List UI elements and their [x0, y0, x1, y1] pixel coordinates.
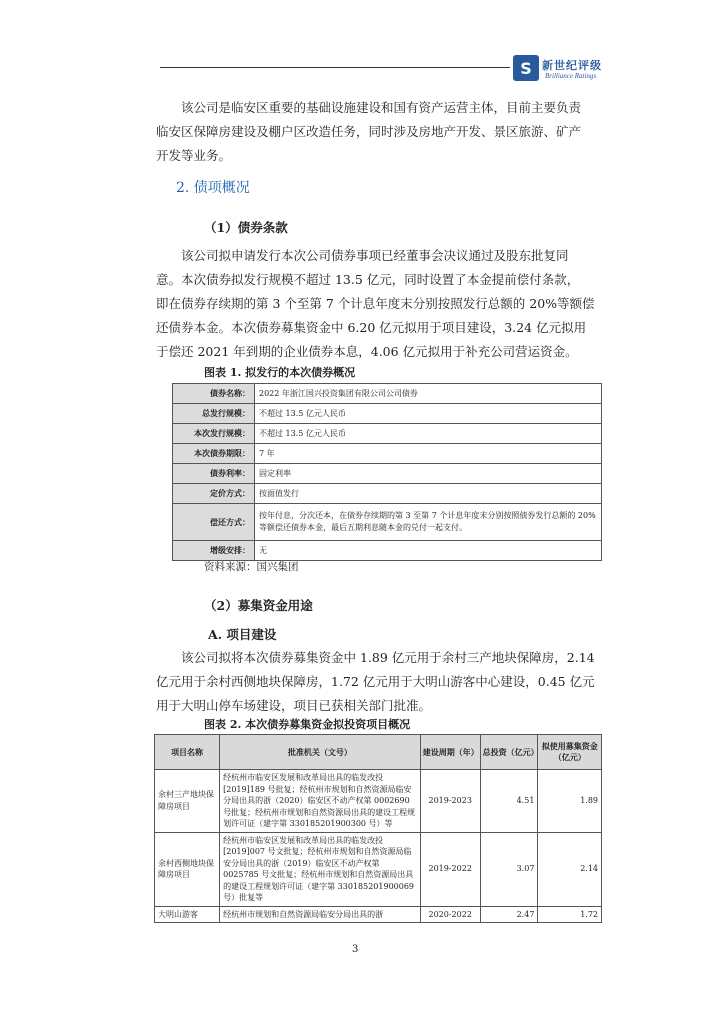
project-name: 余村西侧地块保障房项目	[155, 832, 220, 906]
brand-logo-icon: S	[513, 55, 539, 81]
text-line: 还债券本金。本次债券募集资金中 6.20 亿元拟用于项目建设，3.24 亿元拟用	[156, 320, 587, 335]
approval-docs: 经杭州市临安区发展和改革局出具的临发改投[2019]189 号批复；经杭州市规划和自然资源局临安分局出具的浙（2020）临安区不动产权第 0002690 号批复；经杭州市规划和自然资源局出具的建设工程规划许可证（建字第 330185201900300 号）等	[220, 770, 421, 833]
build-period: 2019-2022	[420, 832, 480, 906]
total-investment: 4.51	[480, 770, 538, 833]
table2-caption: 图表 2. 本次债券募集资金拟投资项目概况	[204, 718, 411, 731]
text-line: 该公司拟申请发行本次公司债券事项已经董事会决议通过及股东批复同	[181, 248, 569, 263]
header-rule	[160, 67, 510, 68]
table1-source: 资料来源：国兴集团	[204, 561, 299, 573]
table-row	[173, 444, 602, 464]
table-row	[173, 424, 602, 444]
subsection-heading: （2）募集资金用途	[204, 598, 313, 613]
total-investment: 2.47	[480, 906, 538, 923]
brand-name-cn: 新世纪评级	[542, 59, 602, 72]
row-key: 定价方式：	[173, 484, 255, 504]
total-investment: 3.07	[480, 832, 538, 906]
project-table	[154, 734, 602, 923]
row-value: 7 年	[255, 444, 602, 464]
funds-used: 1.89	[538, 770, 602, 833]
text-line: 该公司拟将本次债券募集资金中 1.89 亿元用于余村三产地块保障房，2.14	[181, 650, 595, 665]
project-name: 余村三产地块保障房项目	[155, 770, 220, 833]
row-key: 增级安排：	[173, 541, 255, 561]
row-value: 按年付息，分次还本，在债券存续期的第 3 至第 7 个计息年度末分别按照债券发行总额的 20%等额偿还债券本金，最后五期利息随本金的兑付一起支付。	[255, 504, 602, 541]
page-number: 3	[352, 944, 359, 955]
table-row	[155, 770, 602, 833]
text-line: 该公司是临安区重要的基础设施建设和国有资产运营主体，目前主要负责	[181, 100, 582, 115]
table-row	[173, 464, 602, 484]
row-key: 本次债券期限：	[173, 444, 255, 464]
row-value: 不超过 13.5 亿元人民币	[255, 404, 602, 424]
text-line: 开发等业务。	[156, 148, 232, 163]
approval-docs: 经杭州市规划和自然资源局临安分局出具的浙	[220, 906, 421, 923]
approval-docs: 经杭州市临安区发展和改革局出具的临发改投[2019]007 号文批复；经杭州市规划和自然资源局临安分局出具的浙（2019）临安区不动产权第 0025785 号文批复；经杭州市规划和自然资源局出具的建设工程规划许可证（建字第 330185201900069 号）批复等	[220, 832, 421, 906]
table-row	[173, 504, 602, 541]
bond-terms-paragraph	[156, 244, 606, 364]
row-value: 不超过 13.5 亿元人民币	[255, 424, 602, 444]
bond-overview-table	[172, 383, 602, 561]
col-header: 项目名称	[155, 735, 220, 770]
row-value: 按面值发行	[255, 484, 602, 504]
table-row	[173, 484, 602, 504]
text-line: 用于大明山停车场建设，项目已获相关部门批准。	[156, 698, 432, 713]
table-row	[173, 384, 602, 404]
project-name: 大明山游客	[155, 906, 220, 923]
subsection-heading: A. 项目建设	[208, 627, 277, 642]
table-row	[155, 906, 602, 923]
row-value: 2022 年浙江国兴投资集团有限公司公司债券	[255, 384, 602, 404]
brand-name-en: Brilliance Ratings	[545, 72, 597, 80]
text-line: 临安区保障房建设及棚户区改造任务，同时涉及房地产开发、景区旅游、矿产	[156, 124, 582, 139]
row-value: 固定利率	[255, 464, 602, 484]
text-line: 意。本次债券拟发行规模不超过 13.5 亿元，同时设置了本金提前偿付条款，	[156, 272, 580, 287]
table-header-row	[155, 735, 602, 770]
table-row	[155, 832, 602, 906]
funds-used: 2.14	[538, 832, 602, 906]
col-header: 建设周期（年）	[420, 735, 480, 770]
row-key: 债券名称：	[173, 384, 255, 404]
build-period: 2019-2023	[420, 770, 480, 833]
text-line: 即在债券存续期的第 3 个至第 7 个计息年度末分别按照发行总额的 20%等额偿	[156, 296, 595, 311]
section-heading: 2. 债项概况	[176, 180, 250, 196]
row-key: 偿还方式：	[173, 504, 255, 541]
text-line: 于偿还 2021 年到期的企业债券本息，4.06 亿元拟用于补充公司营运资金。	[156, 344, 578, 359]
intro-paragraph	[156, 96, 606, 168]
row-key: 债券利率：	[173, 464, 255, 484]
row-value: 无	[255, 541, 602, 561]
text-line: 亿元用于余村西侧地块保障房，1.72 亿元用于大明山游客中心建设，0.45 亿元	[156, 674, 595, 689]
table1-caption: 图表 1. 拟发行的本次债券概况	[204, 366, 356, 379]
build-period: 2020-2022	[420, 906, 480, 923]
table-row	[173, 404, 602, 424]
col-header: 批准机关（文号）	[220, 735, 421, 770]
row-key: 总发行规模：	[173, 404, 255, 424]
row-key: 本次发行规模：	[173, 424, 255, 444]
project-paragraph	[156, 646, 606, 718]
col-header: 拟使用募集资金（亿元）	[538, 735, 602, 770]
subsection-heading: （1）债券条款	[204, 220, 288, 235]
table-row	[173, 541, 602, 561]
col-header: 总投资（亿元）	[480, 735, 538, 770]
funds-used: 1.72	[538, 906, 602, 923]
